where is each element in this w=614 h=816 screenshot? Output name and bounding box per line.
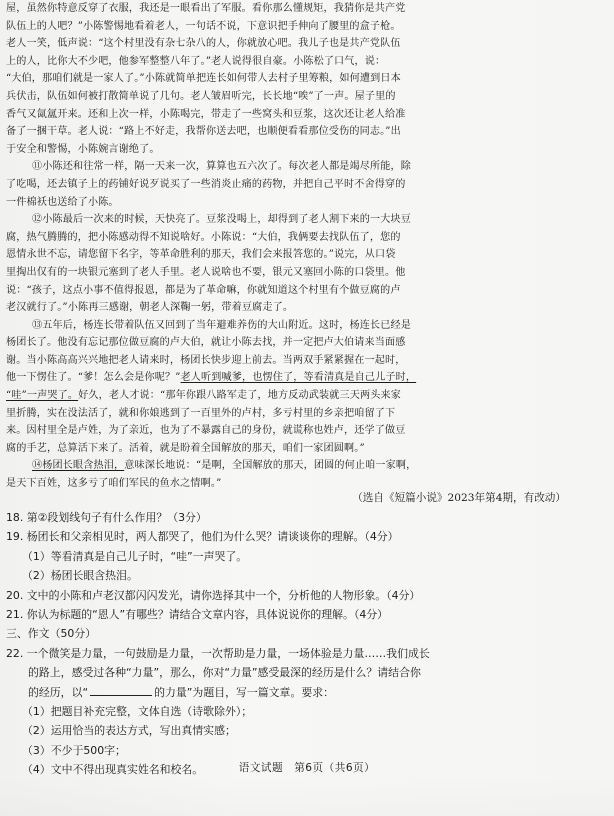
story-line	[6, 369, 558, 387]
paper-shade	[0, 776, 614, 816]
story-line: 谢。当小陈高高兴兴地把老人请来时，杨团长快步迎上前去。当两双手紧紧握在一起时，	[6, 354, 406, 366]
story-line	[6, 457, 558, 475]
story-phrase: 意味深长地说：“是啊，全国解放的那天，团圆的何止咱一家啊，	[124, 460, 417, 472]
title-blank	[90, 685, 152, 696]
question-subitem: （2）杨团长眼含热泪。	[22, 569, 138, 583]
story-line: 了吃喝，还去镇子上的药铺好说歹说买了一些消炎止痛的药物，并把自己平时不舍得穿的	[6, 178, 406, 190]
story-text	[6, 0, 558, 493]
story-phrase: 他一下愣住了。“爹！怎么会是你呢？”	[6, 372, 181, 384]
story-line: 队伍上的人吧？”小陈警惕地看着老人，一句话不说，下意识把手伸向了腰里的盒子枪。	[6, 20, 401, 32]
story-line: “大伯，那咱们就是一家人了。”小陈就简单把连长如何带人去村子里筹粮，如何遭到日本	[6, 73, 401, 85]
story-line: 兵伏击，队伍如何被打散简单说了几句。老人皱眉听完，长长地“唉”了一声。屋子里的	[6, 90, 396, 102]
question-list	[6, 508, 566, 779]
story-line: 备了一捆干草。老人说：“路上不好走，我帮你送去吧，也顺便看看那位受伤的同志。”出	[6, 126, 401, 138]
story-line: ⑫小陈最后一次来的时候，天快亮了。豆浆没喝上，却得到了老人割下来的一大块豆	[32, 214, 412, 226]
underlined-phrase: ⑭杨团长眼含热泪，	[32, 460, 125, 472]
question-line: 20. 文中的小陈和卢老汉都闪闪发光，请你选择其中一个，分析他的人物形象。（4分）	[6, 588, 421, 602]
question-subitem: （1）把题目补充完整，文体自选（诗歌除外）；	[22, 704, 253, 718]
question-line: 22. 一个微笑是力量，一句鼓励是力量，一次帮助是力量，一场体验是力量……我们成长	[6, 646, 430, 660]
question-line	[6, 683, 566, 702]
story-line: 里折腾，实在没法活了，就和你娘逃到了一百里外的卢村，多亏村里的乡亲把咱留了下	[6, 407, 396, 419]
story-line: 一件棉袄也送给了小陈。	[6, 196, 119, 208]
story-line: 恩情永世不忘，请您留下名字，等革命胜利的那天，我们会来报答您的。”说完，从口袋	[6, 249, 396, 261]
story-line: 是天下百姓，这多亏了咱们军民的鱼水之情啊。”	[6, 478, 222, 490]
question-subitem: （2）运用恰当的表达方式，写出真情实感；	[22, 724, 236, 738]
story-line: 上的人，比你大不少吧，他参军整整八年了。”老人说得很自豪。小陈松了口气，说：	[6, 55, 386, 67]
underlined-phrase: “哇”一声哭了。	[6, 390, 79, 402]
story-line: 腐的手艺，总算活下来了。活着，就是盼着全国解放的那天，咱们一家团圆啊。”	[6, 442, 365, 454]
story-line: 香气又氤氲开来。还和上次一样，小陈喝完，带走了一些窝头和豆浆，这次还让老人给准	[6, 108, 406, 120]
story-line: 杨团长了。他没有忘记那位做豆腐的卢大伯，就让小陈去找，并一定把卢大伯请来当面感	[6, 337, 406, 349]
story-line: ⑬五年后，杨连长带着队伍又回到了当年避难养伤的大山附近。这时，杨连长已经是	[32, 319, 412, 331]
question-subitem: （3）不少于500字；	[22, 743, 126, 757]
story-line: 说：“孩子，这点小事不值得报恩，都是为了革命嘛，你就知道这个村里有个做豆腐的卢	[6, 284, 401, 296]
question-line: 21. 你认为标题的“恩人”有哪些？请结合文章内容，具体说说你的理解。（4分）	[6, 607, 389, 621]
question-line: 三、作文（50分）	[6, 627, 97, 641]
story-line: 腐，热气腾腾的，把小陈感动得不知说啥好。小陈说：“大伯，我俩要去找队伍了，您的	[6, 231, 401, 243]
story-line: 里掏出仅有的一块银元塞到了老人手里。老人说啥也不要，银元又塞回小陈的口袋里。他	[6, 266, 406, 278]
question-text: 的经历，以“	[28, 685, 89, 699]
story-line: 于安全和警惕，小陈婉言谢绝了。	[6, 143, 160, 155]
story-line: ⑪小陈还和往常一样，隔一天来一次，算算也五六次了。每次老人都是竭尽所能，除	[32, 161, 412, 173]
story-line	[6, 387, 558, 405]
source-citation: （选自《短篇小说》2023年第4期，有改动）	[352, 492, 566, 504]
question-line: 19. 杨团长和父亲相见时，两人都哭了，他们为什么哭？请谈谈你的理解。（4分）	[6, 530, 399, 544]
underlined-phrase: 老人听到喊爹，也愣住了，等看清真是自己儿子时，	[180, 372, 417, 384]
page-footer: 语文试题 第6页（共6页）	[238, 762, 376, 774]
story-phrase: 好久，老人才说：“那年你跟八路军走了，地方反动武装就三天两头来家	[78, 390, 401, 402]
story-line: 老人一笑，低声说：“这个村里没有杂七杂八的人，你就放心吧。我儿子也是共产党队伍	[6, 38, 401, 50]
question-subitem: （4）文中不得出现真实姓名和校名。	[22, 763, 204, 777]
question-line: 的路上，感受过各种“力量”，那么，你对“力量”感受最深的经历是什么？请结合你	[28, 666, 421, 680]
question-text: 的力量”为题目，写一篇文章。要求：	[154, 685, 335, 699]
story-line: 老汉就行了。”小陈再三感谢，朝老人深鞠一躬，带着豆腐走了。	[6, 302, 294, 314]
question-line: 18. 第②段划线句子有什么作用？（3分）	[6, 511, 207, 524]
question-subitem: （1）等看清真是自己儿子时，“哇”一声哭了。	[22, 549, 248, 563]
story-line: 屋，虽然你特意反穿了衣服，我还是一眼看出了军服。看你那么懂规矩，我猜你是共产党	[6, 3, 406, 14]
story-line: 来。因村里全是卢姓，为了亲近，也为了不暴露自己的身份，就谎称也姓卢，还学了做豆	[6, 425, 406, 437]
